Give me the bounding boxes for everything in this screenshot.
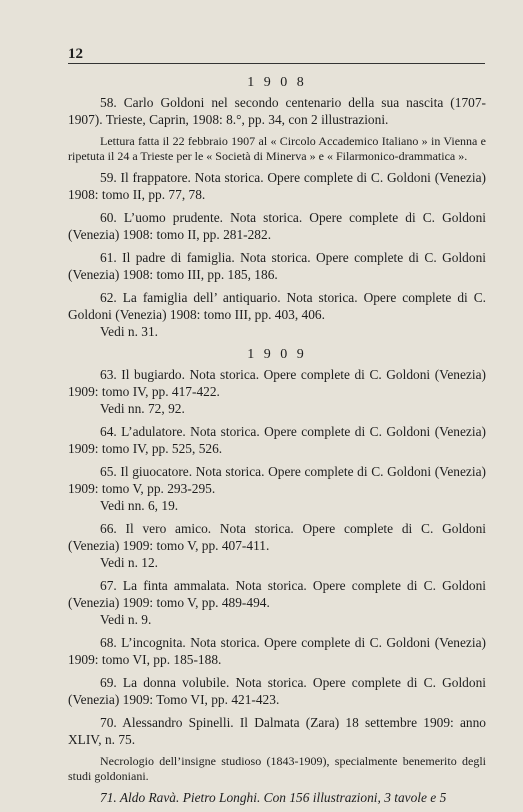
year-heading: 1 9 0 9	[247, 347, 307, 362]
entry-64: 64. L’adulatore. Nota storica. Opere complete di C. Goldoni (Venezia) 1909: tomo IV, pp. 525, 526.	[68, 424, 486, 456]
entry-65	[68, 463, 486, 514]
entry-67-ref: Vedi n. 9.	[100, 612, 152, 627]
entry-67	[68, 577, 486, 628]
entry-66	[68, 520, 486, 571]
entry-65-ref: Vedi nn. 6, 19.	[100, 498, 179, 513]
entry-63-ref: Vedi nn. 72, 92.	[100, 401, 185, 416]
entry-66-ref: Vedi n. 12.	[100, 555, 159, 570]
entry-58: 58. Carlo Goldoni nel secondo centenario della sua nascita (1707-1907). Trieste, Caprin, 1908: 8.°, pp. 34, con 2 illustrazioni.	[68, 95, 486, 127]
entry-61: 61. Il padre di famiglia. Nota storica. Opere complete di C. Goldoni (Venezia) 1908: tomo III, pp. 185, 186.	[68, 250, 486, 282]
entry-60: 60. L’uomo prudente. Nota storica. Opere complete di C. Goldoni (Venezia) 1908: tomo II, pp. 281-282.	[68, 210, 486, 242]
entry-71: 71. Aldo Ravà. Pietro Longhi. Con 156 illustrazioni, 3 tavole e 5	[100, 790, 447, 805]
page-content	[68, 72, 486, 812]
year-heading: 1 9 0 8	[247, 75, 307, 90]
entry-63	[68, 366, 486, 417]
entry-62-ref: Vedi n. 31.	[100, 324, 159, 339]
entry-70: 70. Alessandro Spinelli. Il Dalmata (Zara) 18 settembre 1909: anno XLIV, n. 75.	[68, 715, 486, 747]
entry-67-text: 67. La finta ammalata. Nota storica. Opere complete di C. Goldoni (Venezia) 1909: tomo V, pp. 489-494.	[68, 578, 486, 610]
entry-59: 59. Il frappatore. Nota storica. Opere complete di C. Goldoni (Venezia) 1908: tomo II, pp. 77, 78.	[68, 170, 486, 202]
entry-69: 69. La donna volubile. Nota storica. Opere complete di C. Goldoni (Venezia) 1909: Tomo VI, pp. 421-423.	[68, 675, 486, 707]
entry-63-text: 63. Il bugiardo. Nota storica. Opere complete di C. Goldoni (Venezia) 1909: tomo IV, pp. 417-422.	[68, 367, 486, 399]
page-number: 12	[68, 46, 83, 62]
entry-62-text: 62. La famiglia dell’ antiquario. Nota storica. Opere complete di C. Goldoni (Venezia) 1908: tomo III, pp. 403, 406.	[68, 290, 486, 322]
entry-58-note: Lettura fatta il 22 febbraio 1907 al « Circolo Accademico Italiano » in Vienna e ripetuta il 24 a Trieste per le « Società di Minerva » e « Filarmonico-drammatica ».	[68, 134, 486, 163]
entry-65-text: 65. Il giuocatore. Nota storica. Opere complete di C. Goldoni (Venezia) 1909: tomo V, pp. 293-295.	[68, 464, 486, 496]
entry-62	[68, 289, 486, 340]
entry-70-note: Necrologio dell’insigne studioso (1843-1909), specialmente benemerito degli studi goldoniani.	[68, 754, 486, 783]
header-rule	[68, 63, 485, 64]
entry-66-text: 66. Il vero amico. Nota storica. Opere complete di C. Goldoni (Venezia) 1909: tomo V, pp. 407-411.	[68, 521, 486, 553]
entry-68: 68. L’incognita. Nota storica. Opere complete di C. Goldoni (Venezia) 1909: tomo VI, pp. 185-188.	[68, 635, 486, 667]
